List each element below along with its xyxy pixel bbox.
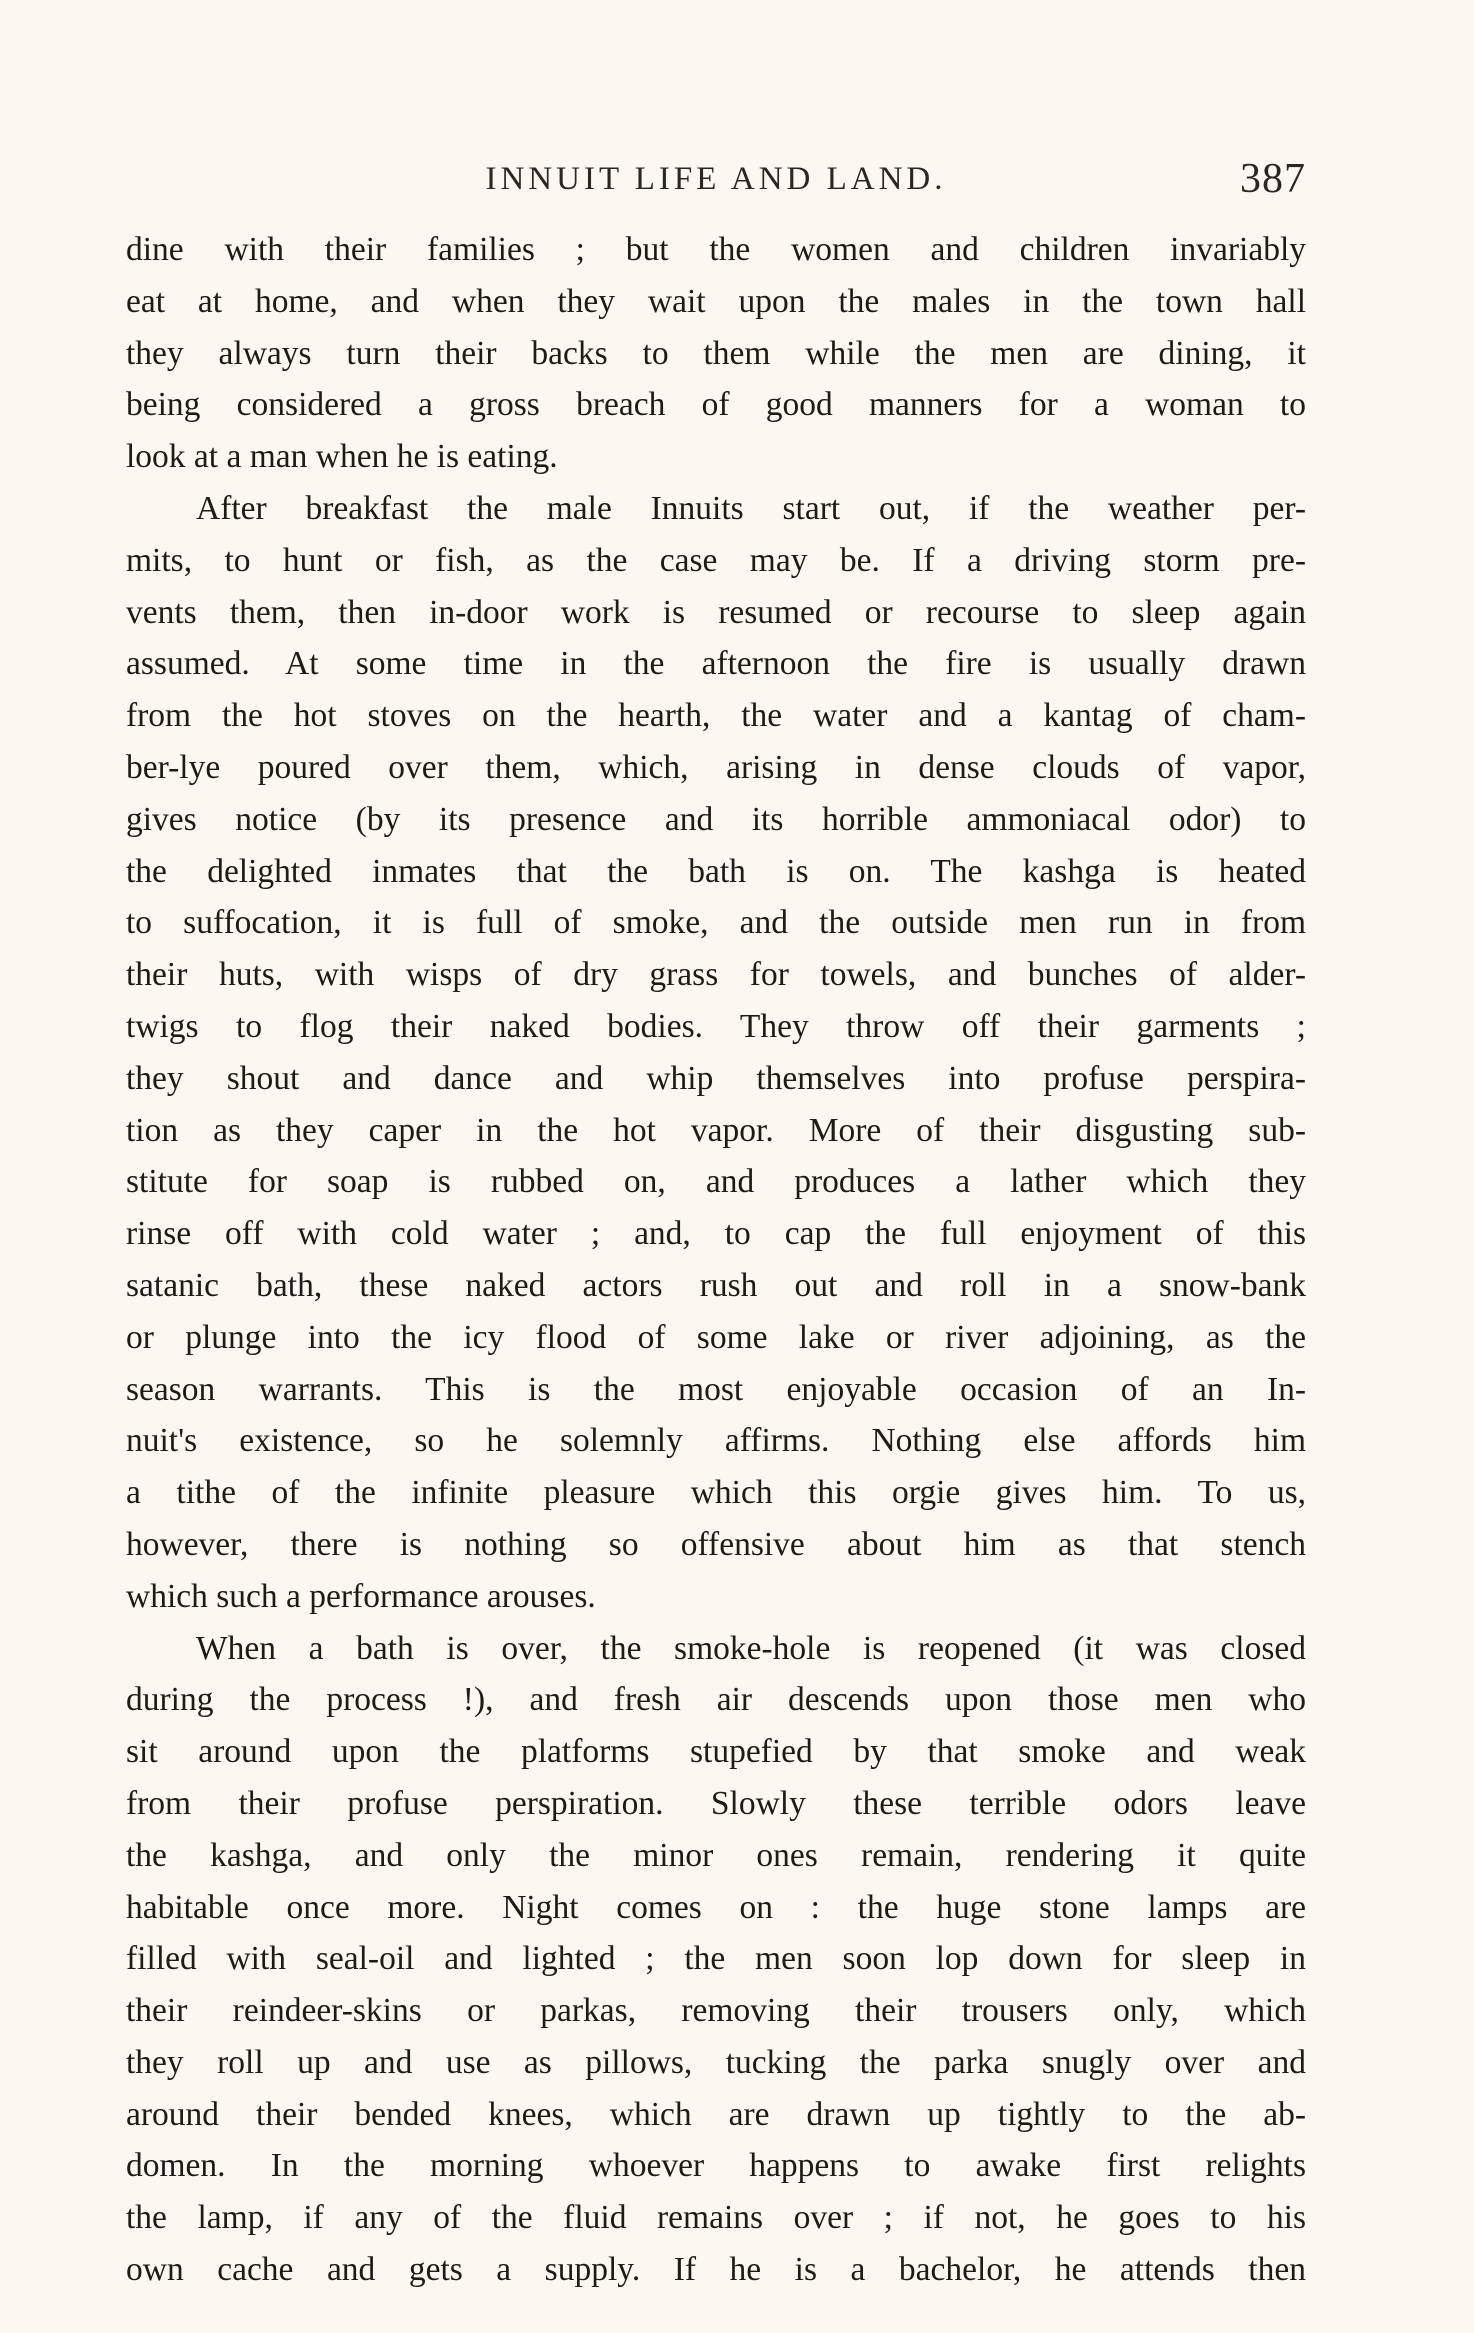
text-line: their huts, with wisps of dry grass for towels, and bunches of alder- [126, 956, 1306, 994]
text-line: domen. In the morning whoever happens to awake first relights [126, 2147, 1306, 2185]
text-line: When a bath is over, the smoke-hole is reopened (it was closed [196, 1629, 1306, 1667]
text-line: mits, to hunt or fish, as the case may be. If a driving storm pre- [126, 541, 1306, 579]
text-line: vents them, then in-door work is resumed or recourse to sleep again [126, 593, 1306, 631]
text-line: they roll up and use as pillows, tucking the parka snugly over and [126, 2043, 1306, 2081]
text-line: the delighted inmates that the bath is on. The kashga is heated [126, 852, 1306, 890]
text-line: from the hot stoves on the hearth, the water and a kantag of cham- [126, 697, 1306, 735]
text-line: tion as they caper in the hot vapor. More of their disgusting sub- [126, 1111, 1306, 1149]
text-line: a tithe of the infinite pleasure which this orgie gives him. To us, [126, 1474, 1306, 1512]
text-line: dine with their families ; but the women and children invariably [126, 231, 1306, 268]
text-line: twigs to flog their naked bodies. They throw off their garments ; [126, 1007, 1306, 1045]
text-line: After breakfast the male Innuits start out, if the weather per- [196, 489, 1306, 527]
text-line: season warrants. This is the most enjoyable occasion of an In- [126, 1370, 1306, 1408]
text-line: nuit's existence, so he solemnly affirms. Nothing else affords him [126, 1422, 1306, 1460]
body-text [126, 224, 1306, 2296]
text-line: from their profuse perspiration. Slowly these terrible odors leave [126, 1784, 1306, 1822]
text-line: or plunge into the icy flood of some lake or river adjoining, as the [126, 1318, 1306, 1356]
text-line: own cache and gets a supply. If he is a bachelor, he attends then [126, 2251, 1306, 2289]
text-line: sit around upon the platforms stupefied by that smoke and weak [126, 1733, 1306, 1771]
text-line: being considered a gross breach of good manners for a woman to [126, 386, 1306, 424]
text-line: to suffocation, it is full of smoke, and the outside men run in from [126, 904, 1306, 942]
text-line: stitute for soap is rubbed on, and produces a lather which they [126, 1163, 1306, 1201]
text-line: ber-lye poured over them, which, arising in dense clouds of vapor, [126, 748, 1306, 786]
running-title: INNUIT LIFE AND LAND. [485, 161, 947, 197]
page-number: 387 [1240, 156, 1306, 202]
text-line: habitable once more. Night comes on : the huge stone lamps are [126, 1888, 1306, 1926]
text-line: which such a performance arouses. [126, 1577, 596, 1615]
text-line: eat at home, and when they wait upon the males in the town hall [126, 282, 1306, 320]
text-line: the kashga, and only the minor ones remain, rendering it quite [126, 1836, 1306, 1874]
text-line: filled with seal-oil and lighted ; the men soon lop down for sleep in [126, 1940, 1306, 1978]
text-line: around their bended knees, which are drawn up tightly to the ab- [126, 2095, 1306, 2133]
text-line: their reindeer-skins or parkas, removing their trousers only, which [126, 1992, 1306, 2030]
text-line: they shout and dance and whip themselves into profuse perspira- [126, 1059, 1306, 1097]
text-line: satanic bath, these naked actors rush out and roll in a snow-bank [126, 1266, 1306, 1304]
text-line: they always turn their backs to them while the men are dining, it [126, 334, 1306, 372]
text-line: gives notice (by its presence and its horrible ammoniacal odor) to [126, 800, 1306, 838]
text-line: however, there is nothing so offensive about him as that stench [126, 1525, 1306, 1563]
text-line: assumed. At some time in the afternoon the fire is usually drawn [126, 645, 1306, 683]
running-head [126, 155, 1306, 215]
text-line: the lamp, if any of the fluid remains over ; if not, he goes to his [126, 2199, 1306, 2237]
text-line: look at a man when he is eating. [126, 438, 558, 476]
text-line: rinse off with cold water ; and, to cap the full enjoyment of this [126, 1215, 1306, 1253]
text-line: during the process !), and fresh air descends upon those men who [126, 1681, 1306, 1719]
